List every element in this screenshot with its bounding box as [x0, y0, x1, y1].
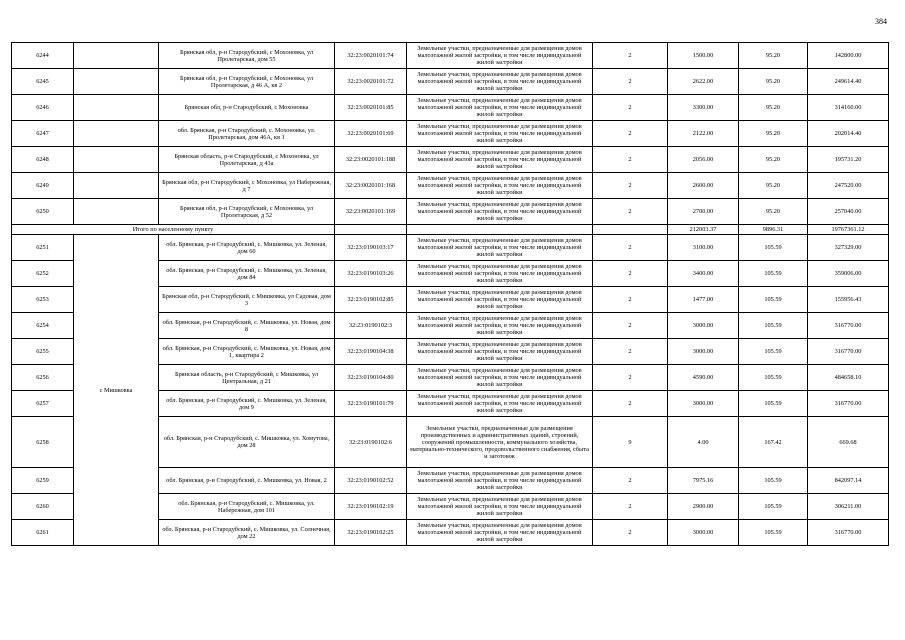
address-cell: Брянская область, р-н Стародубский, с Мохоновка, ул Пролетарская, д 43а [159, 147, 335, 173]
row-number-cell: 6250 [12, 199, 74, 225]
row-number-cell: 6246 [12, 95, 74, 121]
address-cell: Брянская обл, р-н Стародубский, с Мохоновка, ул Пролетарская, д 52 [159, 199, 335, 225]
land-use-cell: Земельные участки, предназначенные для размещения домов малоэтажной жилой застройки, в том числе индивидуальной жилой застройки [407, 69, 593, 95]
rate-cell: 105.59 [739, 261, 808, 287]
group-cell: 2 [593, 95, 668, 121]
area-cell: 3400.00 [668, 261, 739, 287]
locality-cell [74, 95, 159, 121]
group-cell: 2 [593, 235, 668, 261]
cadastral-number-cell: 32:23:0020101:188 [335, 147, 407, 173]
group-cell: 2 [593, 147, 668, 173]
total-rate: 9896.31 [739, 225, 808, 235]
cadastral-number-cell: 32:23:0190102:6 [335, 417, 407, 468]
group-cell: 9 [593, 417, 668, 468]
value-cell: 316770.00 [808, 313, 889, 339]
rate-cell: 105.59 [739, 494, 808, 520]
group-cell: 2 [593, 494, 668, 520]
row-number-cell: 6260 [12, 494, 74, 520]
value-cell: 247520.00 [808, 173, 889, 199]
value-cell: 316770.00 [808, 339, 889, 365]
locality-cell [74, 147, 159, 173]
cadastral-number-cell: 32:23:0020101:69 [335, 121, 407, 147]
row-number-cell: 6249 [12, 173, 74, 199]
table-row [12, 121, 889, 147]
area-cell: 3300.00 [668, 95, 739, 121]
area-cell: 3000.00 [668, 391, 739, 417]
rate-cell: 105.59 [739, 339, 808, 365]
group-cell: 2 [593, 43, 668, 69]
area-cell: 3000.00 [668, 520, 739, 546]
group-cell: 2 [593, 199, 668, 225]
area-cell: 3000.00 [668, 313, 739, 339]
group-cell: 2 [593, 261, 668, 287]
group-cell: 2 [593, 121, 668, 147]
rate-cell: 105.59 [739, 287, 808, 313]
area-cell: 1500.00 [668, 43, 739, 69]
area-cell: 4590.00 [668, 365, 739, 391]
row-number-cell: 6258 [12, 417, 74, 468]
cadastral-number-cell: 32:23:0190102:19 [335, 494, 407, 520]
table-row [12, 235, 889, 261]
locality-cell [74, 121, 159, 147]
cadastral-number-cell: 32:23:0020101:74 [335, 43, 407, 69]
total-row [12, 225, 889, 235]
group-cell: 2 [593, 173, 668, 199]
area-cell: 7975.16 [668, 468, 739, 494]
area-cell: 4.00 [668, 417, 739, 468]
row-number-cell: 6254 [12, 313, 74, 339]
land-use-cell: Земельные участки, предназначенные для размещения домов малоэтажной жилой застройки, в том числе индивидуальной жилой застройки [407, 261, 593, 287]
value-cell: 316770.00 [808, 520, 889, 546]
area-cell: 2900.00 [668, 494, 739, 520]
area-cell: 1477.00 [668, 287, 739, 313]
total-empty-cell [335, 225, 407, 235]
rate-cell: 95.20 [739, 95, 808, 121]
group-cell: 2 [593, 468, 668, 494]
address-cell: обл. Брянская, р-н Стародубский, с. Мишковка, ул. Зеленая, дом 60 [159, 235, 335, 261]
land-use-cell: Земельные участки, предназначенные для размещения домов малоэтажной жилой застройки, в том числе индивидуальной жилой застройки [407, 95, 593, 121]
address-cell: Брянская обл, р-н Стародубский, с Мохоновка [159, 95, 335, 121]
row-number-cell: 6247 [12, 121, 74, 147]
table-row [12, 199, 889, 225]
page-number: 384 [875, 17, 887, 26]
value-cell: 202014.40 [808, 121, 889, 147]
land-use-cell: Земельные участки, предназначенные для размещения домов малоэтажной жилой застройки, в том числе индивидуальной жилой застройки [407, 313, 593, 339]
total-area: 212003.37 [668, 225, 739, 235]
value-cell: 314160.00 [808, 95, 889, 121]
area-cell: 2122.00 [668, 121, 739, 147]
area-cell: 3100.00 [668, 235, 739, 261]
value-cell: 195731.20 [808, 147, 889, 173]
land-use-cell: Земельные участки, предназначенные для размещения домов малоэтажной жилой застройки, в том числе индивидуальной жилой застройки [407, 494, 593, 520]
row-number-cell: 6252 [12, 261, 74, 287]
cadastral-number-cell: 32:23:0190104:38 [335, 339, 407, 365]
rate-cell: 95.20 [739, 173, 808, 199]
land-use-cell: Земельные участки, предназначенные для размещения домов малоэтажной жилой застройки, в том числе индивидуальной жилой застройки [407, 173, 593, 199]
locality-cell [74, 43, 159, 69]
address-cell: обл. Брянская, р-н Стародубский, с. Мишковка, ул. Новая, 2 [159, 468, 335, 494]
cadastral-number-cell: 32:23:0020101:85 [335, 95, 407, 121]
cadastral-number-cell: 32:23:0020101:168 [335, 173, 407, 199]
land-use-cell: Земельные участки, предназначенные для размещения домов малоэтажной жилой застройки, в том числе индивидуальной жилой застройки [407, 520, 593, 546]
value-cell: 155956.43 [808, 287, 889, 313]
row-number-cell: 6253 [12, 287, 74, 313]
cadastral-number-cell: 32:23:0020101:72 [335, 69, 407, 95]
group-cell: 2 [593, 520, 668, 546]
address-cell: Брянская область, р-н Стародубский, с Мишковка, ул Центральная, д 21 [159, 365, 335, 391]
area-cell: 2622.00 [668, 69, 739, 95]
value-cell: 842097.14 [808, 468, 889, 494]
rate-cell: 105.59 [739, 468, 808, 494]
land-use-cell: Земельные участки, предназначенные для размещения домов малоэтажной жилой застройки, в том числе индивидуальной жилой застройки [407, 287, 593, 313]
cadastral-number-cell: 32:23:0190103:17 [335, 235, 407, 261]
land-use-cell: Земельные участки, предназначенные для размещения домов малоэтажной жилой застройки, в том числе индивидуальной жилой застройки [407, 43, 593, 69]
address-cell: обл. Брянская, р-н Стародубский, с. Мишковка, ул. Солнечная, дом 22 [159, 520, 335, 546]
address-cell: обл. Брянская, р-н Стародубский, с. Мохоновка, ул. Пролетарская, дом 46А, кв 1 [159, 121, 335, 147]
locality-cell [74, 199, 159, 225]
address-cell: обл. Брянская, р-н Стародубский, с. Мишковка, ул. Зеленая, дом 84 [159, 261, 335, 287]
row-number-cell: 6261 [12, 520, 74, 546]
group-cell: 2 [593, 313, 668, 339]
rate-cell: 95.20 [739, 147, 808, 173]
total-empty-cell [407, 225, 593, 235]
row-number-cell: 6255 [12, 339, 74, 365]
value-cell: 316770.00 [808, 391, 889, 417]
area-cell: 3000.00 [668, 339, 739, 365]
address-cell: Брянская обл, р-н Стародубский, с Мохоновка, ул Пролетарская, д 46 А, кв 2 [159, 69, 335, 95]
address-cell: обл. Брянская, р-н Стародубский, с. Мишковка, ул. Набережная, дом 101 [159, 494, 335, 520]
cadastral-number-cell: 32:23:0190103:26 [335, 261, 407, 287]
row-number-cell: 6259 [12, 468, 74, 494]
row-number-cell: 6257 [12, 391, 74, 417]
group-cell: 2 [593, 365, 668, 391]
group-cell: 2 [593, 391, 668, 417]
value-cell: 249614.40 [808, 69, 889, 95]
table-row [12, 95, 889, 121]
total-empty-cell [593, 225, 668, 235]
land-use-cell: Земельные участки, предназначенные для размещения домов малоэтажной жилой застройки, в том числе индивидуальной жилой застройки [407, 199, 593, 225]
total-label: Итого по населенному пункту [12, 225, 335, 235]
land-use-cell: Земельные участки, предназначенные для размещения домов малоэтажной жилой застройки, в том числе индивидуальной жилой застройки [407, 235, 593, 261]
row-number-cell: 6245 [12, 69, 74, 95]
total-value: 19767361.12 [808, 225, 889, 235]
value-cell: 484658.10 [808, 365, 889, 391]
cadastral-number-cell: 32:23:0190104:80 [335, 365, 407, 391]
table-row [12, 173, 889, 199]
locality-cell [74, 173, 159, 199]
land-use-cell: Земельные участки, предназначенные для размещения домов малоэтажной жилой застройки, в том числе индивидуальной жилой застройки [407, 339, 593, 365]
row-number-cell: 6244 [12, 43, 74, 69]
table-row [12, 43, 889, 69]
area-cell: 2600.00 [668, 173, 739, 199]
group-cell: 2 [593, 287, 668, 313]
cadastral-number-cell: 32:23:0190101:79 [335, 391, 407, 417]
rate-cell: 105.59 [739, 365, 808, 391]
row-number-cell: 6251 [12, 235, 74, 261]
address-cell: обл. Брянская, р-н Стародубский, с. Мишковка, ул. Хомутова, дом 28 [159, 417, 335, 468]
land-use-cell: Земельные участки, предназначенные для размещения производственных и административных зданий, строений, сооружений промышленности, коммунального хозяйства, материально-технического, продовольственного снабжения, сбыта и заготовок [407, 417, 593, 468]
row-number-cell: 6248 [12, 147, 74, 173]
value-cell: 669.68 [808, 417, 889, 468]
rate-cell: 95.20 [739, 43, 808, 69]
value-cell: 359006.00 [808, 261, 889, 287]
rate-cell: 105.59 [739, 235, 808, 261]
table-row [12, 69, 889, 95]
rate-cell: 105.59 [739, 313, 808, 339]
group-cell: 2 [593, 69, 668, 95]
rate-cell: 95.20 [739, 69, 808, 95]
cadastral-number-cell: 32:23:0190102:52 [335, 468, 407, 494]
area-cell: 2700.00 [668, 199, 739, 225]
land-use-cell: Земельные участки, предназначенные для размещения домов малоэтажной жилой застройки, в том числе индивидуальной жилой застройки [407, 121, 593, 147]
cadastral-number-cell: 32:23:0190102:3 [335, 313, 407, 339]
land-use-cell: Земельные участки, предназначенные для размещения домов малоэтажной жилой застройки, в том числе индивидуальной жилой застройки [407, 147, 593, 173]
address-cell: Брянская обл, р-н Стародубский, с Мохоновка, ул Набережная, д 7 [159, 173, 335, 199]
rate-cell: 105.59 [739, 520, 808, 546]
locality-cell: с Мишковка [74, 235, 159, 546]
area-cell: 2056.00 [668, 147, 739, 173]
land-use-cell: Земельные участки, предназначенные для размещения домов малоэтажной жилой застройки, в том числе индивидуальной жилой застройки [407, 468, 593, 494]
value-cell: 257040.00 [808, 199, 889, 225]
address-cell: Брянская обл, р-н Стародубский, с Мишковка, ул Садовая, дом 3 [159, 287, 335, 313]
table-row [12, 147, 889, 173]
address-cell: обл. Брянская, р-н Стародубский, с. Мишковка, ул. Новая, дом 8 [159, 313, 335, 339]
rate-cell: 105.59 [739, 391, 808, 417]
group-cell: 2 [593, 339, 668, 365]
value-cell: 327329.00 [808, 235, 889, 261]
value-cell: 306211.00 [808, 494, 889, 520]
rate-cell: 95.20 [739, 121, 808, 147]
address-cell: обл. Брянская, р-н Стародубский, с. Мишковка, ул. Зеленая, дом 9 [159, 391, 335, 417]
table-body [12, 43, 889, 546]
land-use-cell: Земельные участки, предназначенные для размещения домов малоэтажной жилой застройки, в том числе индивидуальной жилой застройки [407, 365, 593, 391]
row-number-cell: 6256 [12, 365, 74, 391]
address-cell: Брянская обл, р-н Стародубский, с Мохоновка, ул Пролетарская, дом 55 [159, 43, 335, 69]
land-registry-table [11, 42, 889, 546]
rate-cell: 95.20 [739, 199, 808, 225]
cadastral-number-cell: 32:23:0190102:25 [335, 520, 407, 546]
value-cell: 142800.00 [808, 43, 889, 69]
land-use-cell: Земельные участки, предназначенные для размещения домов малоэтажной жилой застройки, в том числе индивидуальной жилой застройки [407, 391, 593, 417]
cadastral-number-cell: 32:23:0190102:85 [335, 287, 407, 313]
address-cell: обл. Брянская, р-н Стародубский, с. Мишковка, ул. Новая, дом 1, квартира 2 [159, 339, 335, 365]
rate-cell: 167.42 [739, 417, 808, 468]
locality-cell [74, 69, 159, 95]
cadastral-number-cell: 32:23:0020101:169 [335, 199, 407, 225]
